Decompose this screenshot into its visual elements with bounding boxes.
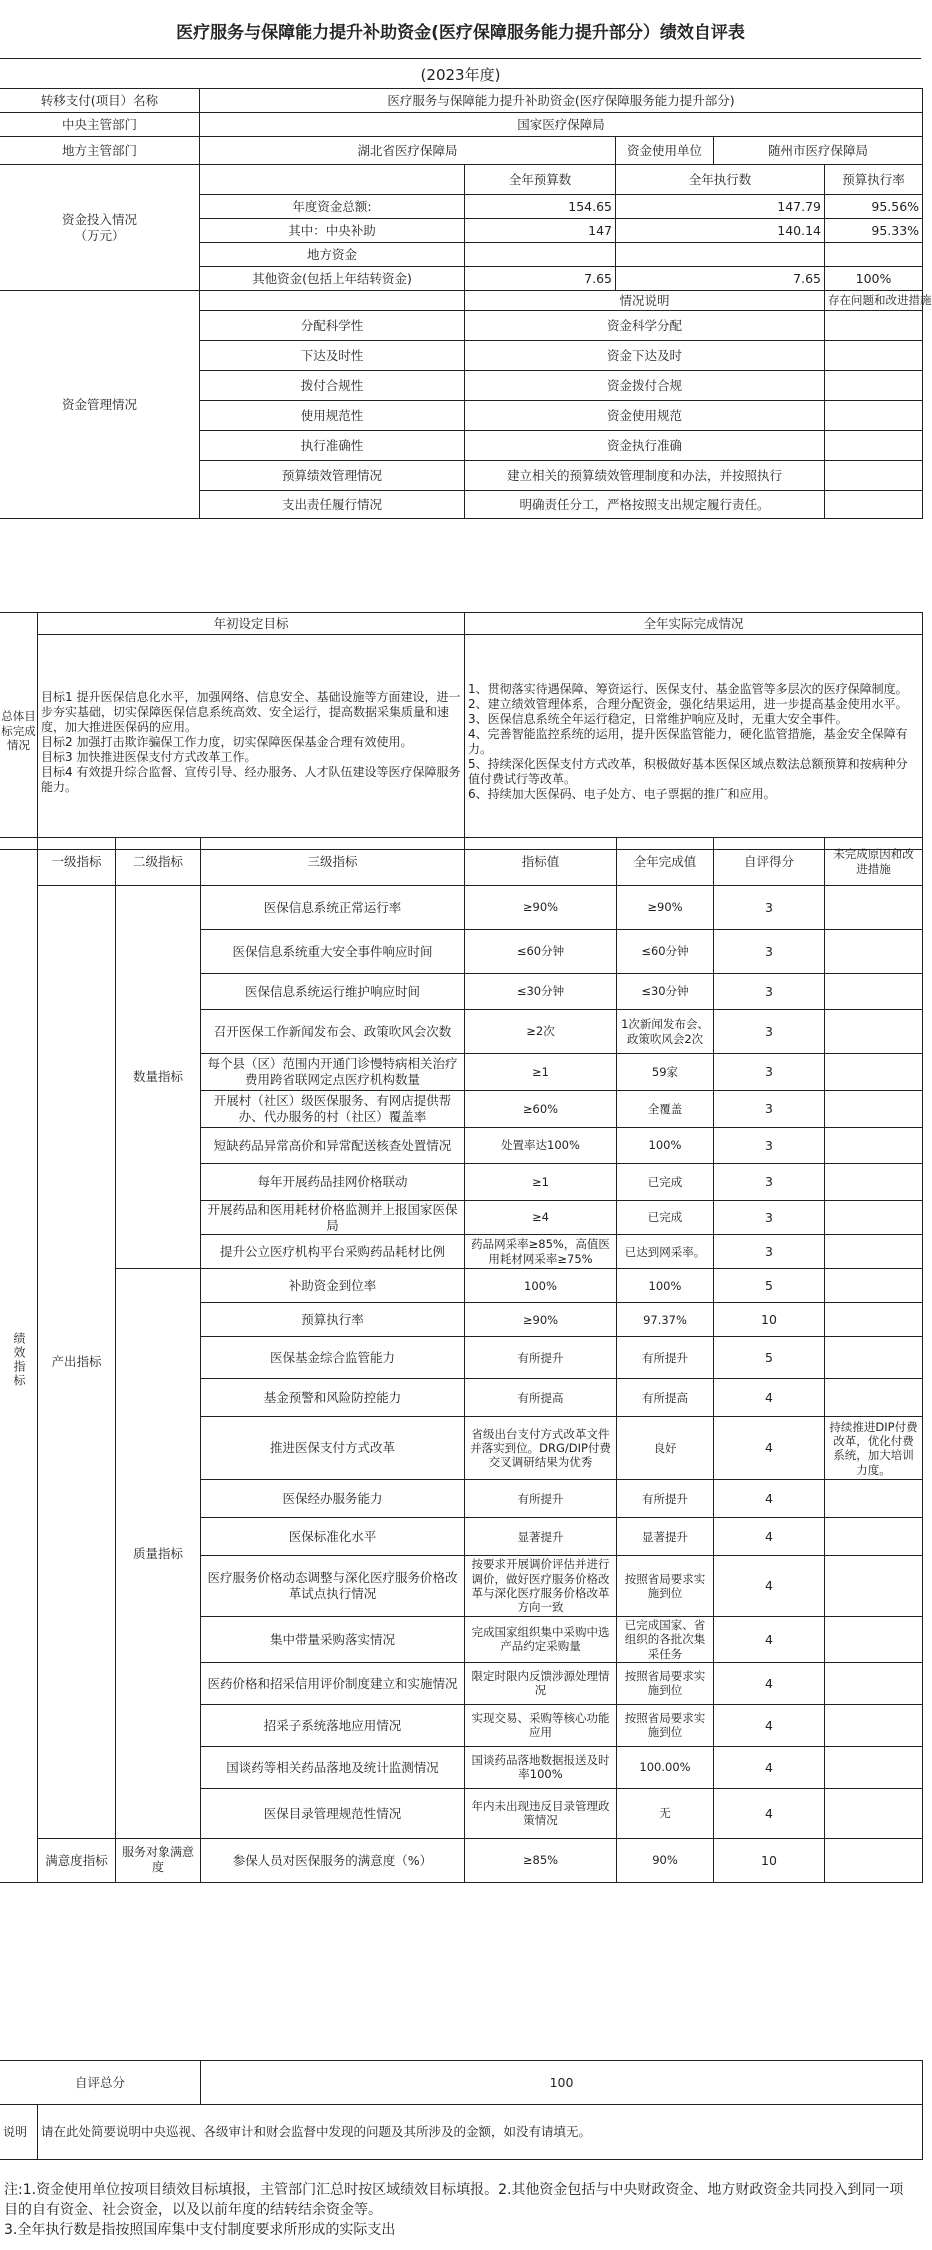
perf-header: 自评得分: [714, 838, 825, 886]
indicator-reason: [825, 1337, 923, 1379]
indicator-value: 省级出台支付方式改革文件并落实到位。DRG/DIP付费交叉调研结果为优秀: [465, 1417, 617, 1480]
indicator-reason: [825, 1235, 923, 1269]
perf-table: [0, 837, 923, 1883]
footnote-line: 注:1.资金使用单位按项目绩效目标填报，主管部门汇总时按区域绩效目标填报。2.其他资金包括与中央财政资金、地方财政资金共同投入到同一项目的自有资金、社会资金，以及以前年度的结转结余资金等。: [4, 2182, 904, 2218]
funds-row-name: 年度资金总额:: [200, 195, 465, 219]
indicator-name: 医药价格和招采信用评价制度建立和实施情况: [201, 1662, 465, 1704]
indicator-score: 10: [714, 1838, 825, 1882]
indicator-score: 4: [714, 1616, 825, 1662]
indicator-name: 短缺药品异常高价和异常配送核查处置情况: [201, 1128, 465, 1164]
indicator-done: 显著提升: [617, 1518, 714, 1556]
funds-row-rate: 95.33%: [825, 219, 923, 243]
funds-label: 资金投入情况 （万元）: [0, 165, 200, 291]
indicator-name: 医保标准化水平: [201, 1518, 465, 1556]
mgmt-row-desc: 资金拨付合规: [465, 371, 825, 401]
level1-satisfaction: 满意度指标: [38, 1838, 116, 1882]
indicator-score: 4: [714, 1480, 825, 1518]
indicator-value: 国谈药品落地数据报送及时率100%: [465, 1746, 617, 1788]
indicator-done: ≥90%: [617, 886, 714, 930]
indicator-value: 药品网采率≥85%，高值医用耗材网采率≥75%: [465, 1235, 617, 1269]
indicator-name: 国谈药等相关药品落地及统计监测情况: [201, 1746, 465, 1788]
indicator-value: ≤60分钟: [465, 930, 617, 974]
indicator-value: ≥60%: [465, 1091, 617, 1128]
level2-quantity: 数量指标: [116, 886, 201, 1269]
funds-row-budget: 154.65: [465, 195, 616, 219]
mgmt-row-name: 分配科学性: [200, 311, 465, 341]
indicator-reason: [825, 1303, 923, 1337]
funds-row-exec: 140.14: [616, 219, 825, 243]
indicator-name: 基金预警和风险防控能力: [201, 1379, 465, 1417]
goals-actual-text: 1、贯彻落实待遇保障、筹资运行、医保支付、基金监管等多层次的医疗保障制度。 2、建立绩效管理体系，合理分配资金，强化结果运用，进一步提高基金使用水平。 3、医保信息系统全年运行稳定，日常维护响应及时，无重大安全事件。 4、完善智能监控系统的运用，提升医保监管能力，硬化监管措施，基金安全保障有力。 5、持续深化医保支付方式改革，积极做好基本医保区域点数法总额预算和按病种分值付费试行等改革。 6、持续加大医保码、电子处方、电子票据的推广和应用。: [465, 635, 923, 850]
mgmt-row-name: 执行准确性: [200, 431, 465, 461]
funds-row-name: 地方资金: [200, 243, 465, 267]
indicator-score: 5: [714, 1337, 825, 1379]
indicator-score: 4: [714, 1379, 825, 1417]
funds-header-rate: 预算执行率: [825, 165, 923, 195]
funds-row-name: 其中：中央补助: [200, 219, 465, 243]
indicator-reason: [825, 974, 923, 1010]
mgmt-row-issue: [825, 401, 923, 431]
funds-row-budget: [465, 243, 616, 267]
indicator-value: 有所提升: [465, 1337, 617, 1379]
indicator-done: 按照省局要求实施到位: [617, 1556, 714, 1617]
level2-satisfaction: 服务对象满意度: [116, 1838, 201, 1882]
indicator-score: 3: [714, 1201, 825, 1235]
indicator-value: ≥2次: [465, 1010, 617, 1054]
indicator-score: 4: [714, 1746, 825, 1788]
indicator-done: 1次新闻发布会、政策吹风会2次: [617, 1010, 714, 1054]
level2-quality: 质量指标: [116, 1269, 201, 1839]
indicator-score: 3: [714, 886, 825, 930]
mgmt-row-issue: [825, 491, 923, 519]
indicator-done: 按照省局要求实施到位: [617, 1704, 714, 1746]
goals-header-target: 年初设定目标: [38, 613, 465, 635]
central-dept-value: 国家医疗保障局: [200, 113, 923, 137]
indicator-value: 有所提高: [465, 1379, 617, 1417]
mgmt-row-desc: 明确责任分工，严格按照支出规定履行责任。: [465, 491, 825, 519]
fund-user-value: 随州市医疗保障局: [714, 137, 923, 165]
indicator-name: 召开医保工作新闻发布会、政策吹风会次数: [201, 1010, 465, 1054]
goals-label: 总体目标完成情况: [0, 613, 38, 850]
funds-row-budget: 7.65: [465, 267, 616, 291]
mgmt-row-name: 使用规范性: [200, 401, 465, 431]
mgmt-row-issue: [825, 461, 923, 491]
mgmt-label: 资金管理情况: [0, 291, 200, 519]
indicator-done: 全覆盖: [617, 1091, 714, 1128]
goals-table: [0, 612, 923, 850]
indicator-done: 97.37%: [617, 1303, 714, 1337]
indicator-reason: [825, 1616, 923, 1662]
indicator-reason: [825, 1838, 923, 1882]
project-name-value: 医疗服务与保障能力提升补助资金(医疗保障服务能力提升部分): [200, 89, 923, 113]
indicator-done: 良好: [617, 1417, 714, 1480]
indicator-name: 开展村（社区）级医保服务、有网店提供帮办、代办服务的村（社区）覆盖率: [201, 1091, 465, 1128]
indicator-name: 医保基金综合监管能力: [201, 1337, 465, 1379]
indicator-value: 年内未出现违反目录管理政策情况: [465, 1788, 617, 1838]
mgmt-row-desc: 资金执行准确: [465, 431, 825, 461]
indicator-value: 按要求开展调价评估并进行调价，做好医疗服务价格改革与深化医疗服务价格改革方向一致: [465, 1556, 617, 1617]
funds-row-name: 其他资金(包括上年结转资金): [200, 267, 465, 291]
indicator-score: 3: [714, 1091, 825, 1128]
indicator-name: 预算执行率: [201, 1303, 465, 1337]
funds-row-rate: 95.56%: [825, 195, 923, 219]
footnotes: [4, 2180, 916, 2240]
indicator-name: 医保目录管理规范性情况: [201, 1788, 465, 1838]
indicator-value: ≥85%: [465, 1838, 617, 1882]
perf-header: 全年完成值: [617, 838, 714, 886]
perf-header: 一级指标: [38, 838, 116, 886]
indicator-name: 参保人员对医保服务的满意度（%）: [201, 1838, 465, 1882]
funds-blank-header: [200, 165, 465, 195]
indicator-score: 3: [714, 1054, 825, 1091]
indicator-value: ≥1: [465, 1054, 617, 1091]
indicator-value: 有所提升: [465, 1480, 617, 1518]
indicator-value: 显著提升: [465, 1518, 617, 1556]
info-table: [0, 88, 932, 519]
mgmt-header-issue: 存在问题和改进措施: [825, 291, 923, 311]
indicator-done: 已完成国家、省组织的各批次集采任务: [617, 1616, 714, 1662]
mgmt-header-desc: 情况说明: [465, 291, 825, 311]
indicator-done: 有所提升: [617, 1480, 714, 1518]
indicator-reason: [825, 1379, 923, 1417]
indicator-score: 4: [714, 1556, 825, 1617]
total-score-label: 自评总分: [0, 2061, 201, 2105]
indicator-done: 有所提高: [617, 1379, 714, 1417]
indicator-name: 补助资金到位率: [201, 1269, 465, 1303]
funds-row-exec: 7.65: [616, 267, 825, 291]
indicator-done: 90%: [617, 1838, 714, 1882]
funds-row-rate: [825, 243, 923, 267]
indicator-reason: [825, 1091, 923, 1128]
funds-header-exec: 全年执行数: [616, 165, 825, 195]
indicator-done: 已完成: [617, 1201, 714, 1235]
funds-header-budget: 全年预算数: [465, 165, 616, 195]
indicator-reason: [825, 1788, 923, 1838]
indicator-done: ≤30分钟: [617, 974, 714, 1010]
funds-row-rate: 100%: [825, 267, 923, 291]
indicator-done: 59家: [617, 1054, 714, 1091]
indicator-score: 5: [714, 1269, 825, 1303]
indicator-done: 按照省局要求实施到位: [617, 1662, 714, 1704]
perf-header: 二级指标: [116, 838, 201, 886]
indicator-reason: [825, 886, 923, 930]
indicator-value: 处置率达100%: [465, 1128, 617, 1164]
project-name-label: 转移支付(项目）名称: [0, 89, 200, 113]
mgmt-row-desc: 资金使用规范: [465, 401, 825, 431]
indicator-done: ≤60分钟: [617, 930, 714, 974]
mgmt-row-desc: 资金下达及时: [465, 341, 825, 371]
indicator-score: 3: [714, 930, 825, 974]
mgmt-row-name: 支出责任履行情况: [200, 491, 465, 519]
report-year: (2023年度): [0, 58, 921, 89]
indicator-value: 实现交易、采购等核心功能应用: [465, 1704, 617, 1746]
indicator-value: ≥90%: [465, 886, 617, 930]
indicator-name: 医保信息系统正常运行率: [201, 886, 465, 930]
indicator-value: ≥4: [465, 1201, 617, 1235]
mgmt-row-desc: 建立相关的预算绩效管理制度和办法，并按照执行: [465, 461, 825, 491]
indicator-score: 10: [714, 1303, 825, 1337]
indicator-value: ≥90%: [465, 1303, 617, 1337]
indicator-name: 提升公立医疗机构平台采购药品耗材比例: [201, 1235, 465, 1269]
mgmt-row-issue: [825, 311, 923, 341]
indicator-name: 医保信息系统运行维护响应时间: [201, 974, 465, 1010]
indicator-done: 有所提升: [617, 1337, 714, 1379]
indicator-name: 医保信息系统重大安全事件响应时间: [201, 930, 465, 974]
indicator-done: 100%: [617, 1128, 714, 1164]
indicator-done: 100%: [617, 1269, 714, 1303]
explain-value: 请在此处简要说明中央巡视、各级审计和财会监督中发现的问题及其所涉及的金额，如没有请填无。: [38, 2105, 923, 2160]
indicator-score: 3: [714, 1010, 825, 1054]
explain-label: 说明: [0, 2105, 38, 2160]
indicator-done: 已达到网采率。: [617, 1235, 714, 1269]
mgmt-row-name: 预算绩效管理情况: [200, 461, 465, 491]
mgmt-row-desc: 资金科学分配: [465, 311, 825, 341]
local-dept-value: 湖北省医疗保障局: [200, 137, 616, 165]
indicator-reason: [825, 1269, 923, 1303]
indicator-done: 已完成: [617, 1164, 714, 1201]
perf-header: 三级指标: [201, 838, 465, 886]
indicator-score: 4: [714, 1704, 825, 1746]
indicator-name: 医疗服务价格动态调整与深化医疗服务价格改革试点执行情况: [201, 1556, 465, 1617]
indicator-score: 4: [714, 1518, 825, 1556]
indicator-value: 完成国家组织集中采购中选产品约定采购量: [465, 1616, 617, 1662]
table-row: [0, 1838, 923, 1882]
funds-row-budget: 147: [465, 219, 616, 243]
indicator-reason: [825, 1164, 923, 1201]
central-dept-label: 中央主管部门: [0, 113, 200, 137]
goals-target-text: 目标1 提升医保信息化水平，加强网络、信息安全、基础设施等方面建设，进一步夯实基础，切实保障医保信息系统高效、安全运行，提高数据采集质量和速度，加大推进医保码的应用。 目标2 加强打击欺诈骗保工作力度，切实保障医保基金合理有效使用。 目标3 加快推进医保支付方式改革工作。 目标4 有效提升综合监督、宣传引导、经办服务、人才队伍建设等医疗保障服务能力。: [38, 635, 465, 850]
indicator-value: ≥1: [465, 1164, 617, 1201]
indicator-name: 集中带量采购落实情况: [201, 1616, 465, 1662]
indicator-reason: [825, 1201, 923, 1235]
indicator-reason: 持续推进DIP付费改革，优化付费系统，加大培训力度。: [825, 1417, 923, 1480]
indicator-value: 限定时限内反馈涉源处理情况: [465, 1662, 617, 1704]
indicator-score: 3: [714, 1164, 825, 1201]
indicator-value: ≤30分钟: [465, 974, 617, 1010]
indicator-score: 3: [714, 974, 825, 1010]
indicator-reason: [825, 1480, 923, 1518]
page-title: 医疗服务与保障能力提升补助资金(医疗保障服务能力提升部分）绩效自评表: [176, 22, 745, 43]
indicator-score: 4: [714, 1788, 825, 1838]
indicator-reason: [825, 1746, 923, 1788]
perf-header: 指标值: [465, 838, 617, 886]
mgmt-row-issue: [825, 341, 923, 371]
level1-output: 产出指标: [38, 886, 116, 1839]
indicator-reason: [825, 1704, 923, 1746]
mgmt-row-issue: [825, 371, 923, 401]
mgmt-row-name: 拨付合规性: [200, 371, 465, 401]
perf-header: 未完成原因和改进措施: [825, 838, 923, 886]
indicator-reason: [825, 1556, 923, 1617]
indicator-score: 3: [714, 1235, 825, 1269]
mgmt-row-name: 下达及时性: [200, 341, 465, 371]
goals-header-actual: 全年实际完成情况: [465, 613, 923, 635]
funds-row-exec: [616, 243, 825, 267]
total-score-value: 100: [201, 2061, 923, 2105]
indicator-reason: [825, 1518, 923, 1556]
indicator-name: 开展药品和医用耗材价格监测并上报国家医保局: [201, 1201, 465, 1235]
indicator-name: 每年开展药品挂网价格联动: [201, 1164, 465, 1201]
indicator-done: 100.00%: [617, 1746, 714, 1788]
indicator-name: 医保经办服务能力: [201, 1480, 465, 1518]
indicator-score: 4: [714, 1662, 825, 1704]
table-row: [0, 1269, 923, 1303]
local-dept-label: 地方主管部门: [0, 137, 200, 165]
indicator-reason: [825, 930, 923, 974]
mgmt-row-issue: [825, 431, 923, 461]
indicator-score: 3: [714, 1128, 825, 1164]
indicator-name: 招采子系统落地应用情况: [201, 1704, 465, 1746]
table-row: [0, 886, 923, 930]
perf-label: 绩效指标: [0, 838, 38, 1883]
mgmt-blank-header: [200, 291, 465, 311]
indicator-name: 每个县（区）范围内开通门诊慢特病相关治疗费用跨省联网定点医疗机构数量: [201, 1054, 465, 1091]
indicator-reason: [825, 1054, 923, 1091]
indicator-reason: [825, 1010, 923, 1054]
footnote-line: 3.全年执行数是指按照国库集中支付制度要求所形成的实际支出: [4, 2222, 396, 2238]
indicator-reason: [825, 1128, 923, 1164]
summary-table: [0, 2060, 923, 2160]
indicator-score: 4: [714, 1417, 825, 1480]
indicator-name: 推进医保支付方式改革: [201, 1417, 465, 1480]
indicator-reason: [825, 1662, 923, 1704]
indicator-value: 100%: [465, 1269, 617, 1303]
fund-user-label: 资金使用单位: [616, 137, 714, 165]
funds-row-exec: 147.79: [616, 195, 825, 219]
indicator-done: 无: [617, 1788, 714, 1838]
